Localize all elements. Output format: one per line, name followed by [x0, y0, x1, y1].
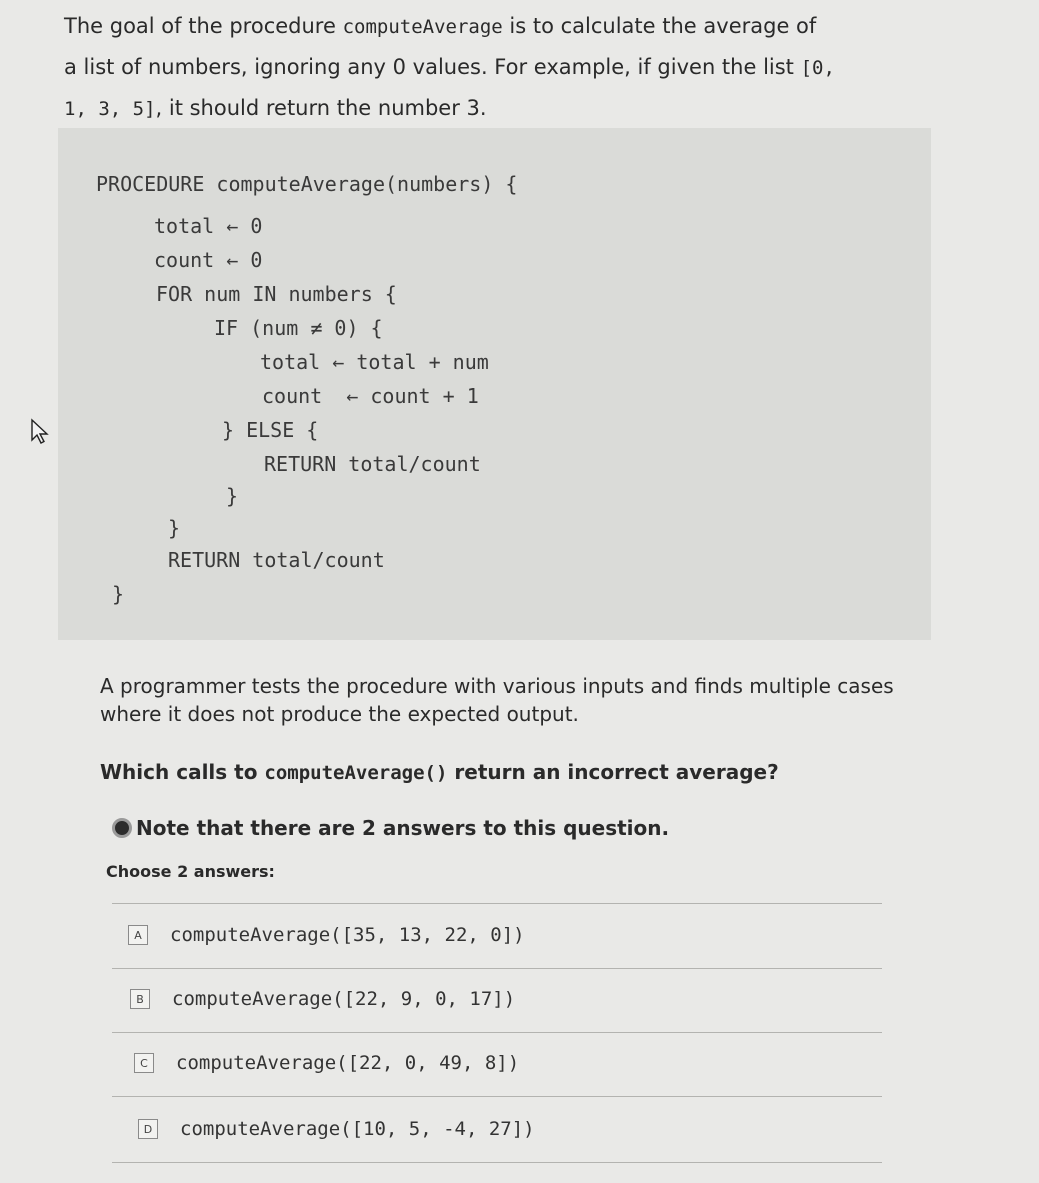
code-line: total ← 0	[154, 214, 263, 238]
answer-option-c[interactable]	[134, 1052, 519, 1074]
choose-label: Choose 2 answers:	[106, 862, 275, 881]
divider	[112, 1162, 882, 1163]
code-line: FOR num IN numbers {	[156, 282, 397, 306]
code-line: }	[168, 516, 181, 540]
note: Note that there are 2 answers to this question.	[112, 816, 669, 840]
intro-text	[64, 6, 1004, 129]
intro-line-2: a list of numbers, ignoring any 0 values. For example, if given the list [0,	[64, 55, 835, 79]
option-text: computeAverage([22, 0, 49, 8])	[176, 1052, 520, 1074]
option-letter-badge: A	[128, 925, 148, 945]
code-line: }	[112, 582, 125, 606]
problem-paragraph: A programmer tests the procedure with various inputs and finds multiple cases where it does not produce the expected output.	[100, 674, 894, 726]
answer-option-d[interactable]	[138, 1118, 535, 1140]
intro-line-3: 1, 3, 5], it should return the number 3.	[64, 96, 487, 120]
divider	[112, 968, 882, 969]
option-text: computeAverage([35, 13, 22, 0])	[170, 924, 525, 946]
code-block	[58, 128, 931, 640]
code-line: count ← count + 1	[262, 384, 479, 408]
divider	[112, 1032, 882, 1033]
option-letter-badge: D	[138, 1119, 158, 1139]
divider	[112, 903, 882, 904]
code-line: total ← total + num	[260, 350, 489, 374]
mouse-cursor-icon	[30, 418, 50, 448]
code-line: RETURN total/count	[168, 548, 385, 572]
option-text: computeAverage([10, 5, -4, 27])	[180, 1118, 535, 1140]
code-line: }	[226, 484, 239, 508]
answer-option-a[interactable]	[128, 924, 525, 946]
code-line: RETURN total/count	[264, 452, 481, 476]
question-text: Which calls to computeAverage() return an incorrect average?	[100, 760, 779, 784]
divider	[112, 1096, 882, 1097]
code-line: PROCEDURE computeAverage(numbers) {	[96, 172, 518, 196]
code-line: count ← 0	[154, 248, 263, 272]
option-text: computeAverage([22, 9, 0, 17])	[172, 988, 516, 1010]
code-line: IF (num ≠ 0) {	[214, 316, 383, 340]
code-line: } ELSE {	[222, 418, 319, 442]
answer-option-b[interactable]	[130, 988, 515, 1010]
intro-line-1: The goal of the procedure computeAverage is to calculate the average of	[64, 14, 817, 38]
option-letter-badge: C	[134, 1053, 154, 1073]
option-letter-badge: B	[130, 989, 150, 1009]
info-dot-icon	[112, 818, 132, 838]
